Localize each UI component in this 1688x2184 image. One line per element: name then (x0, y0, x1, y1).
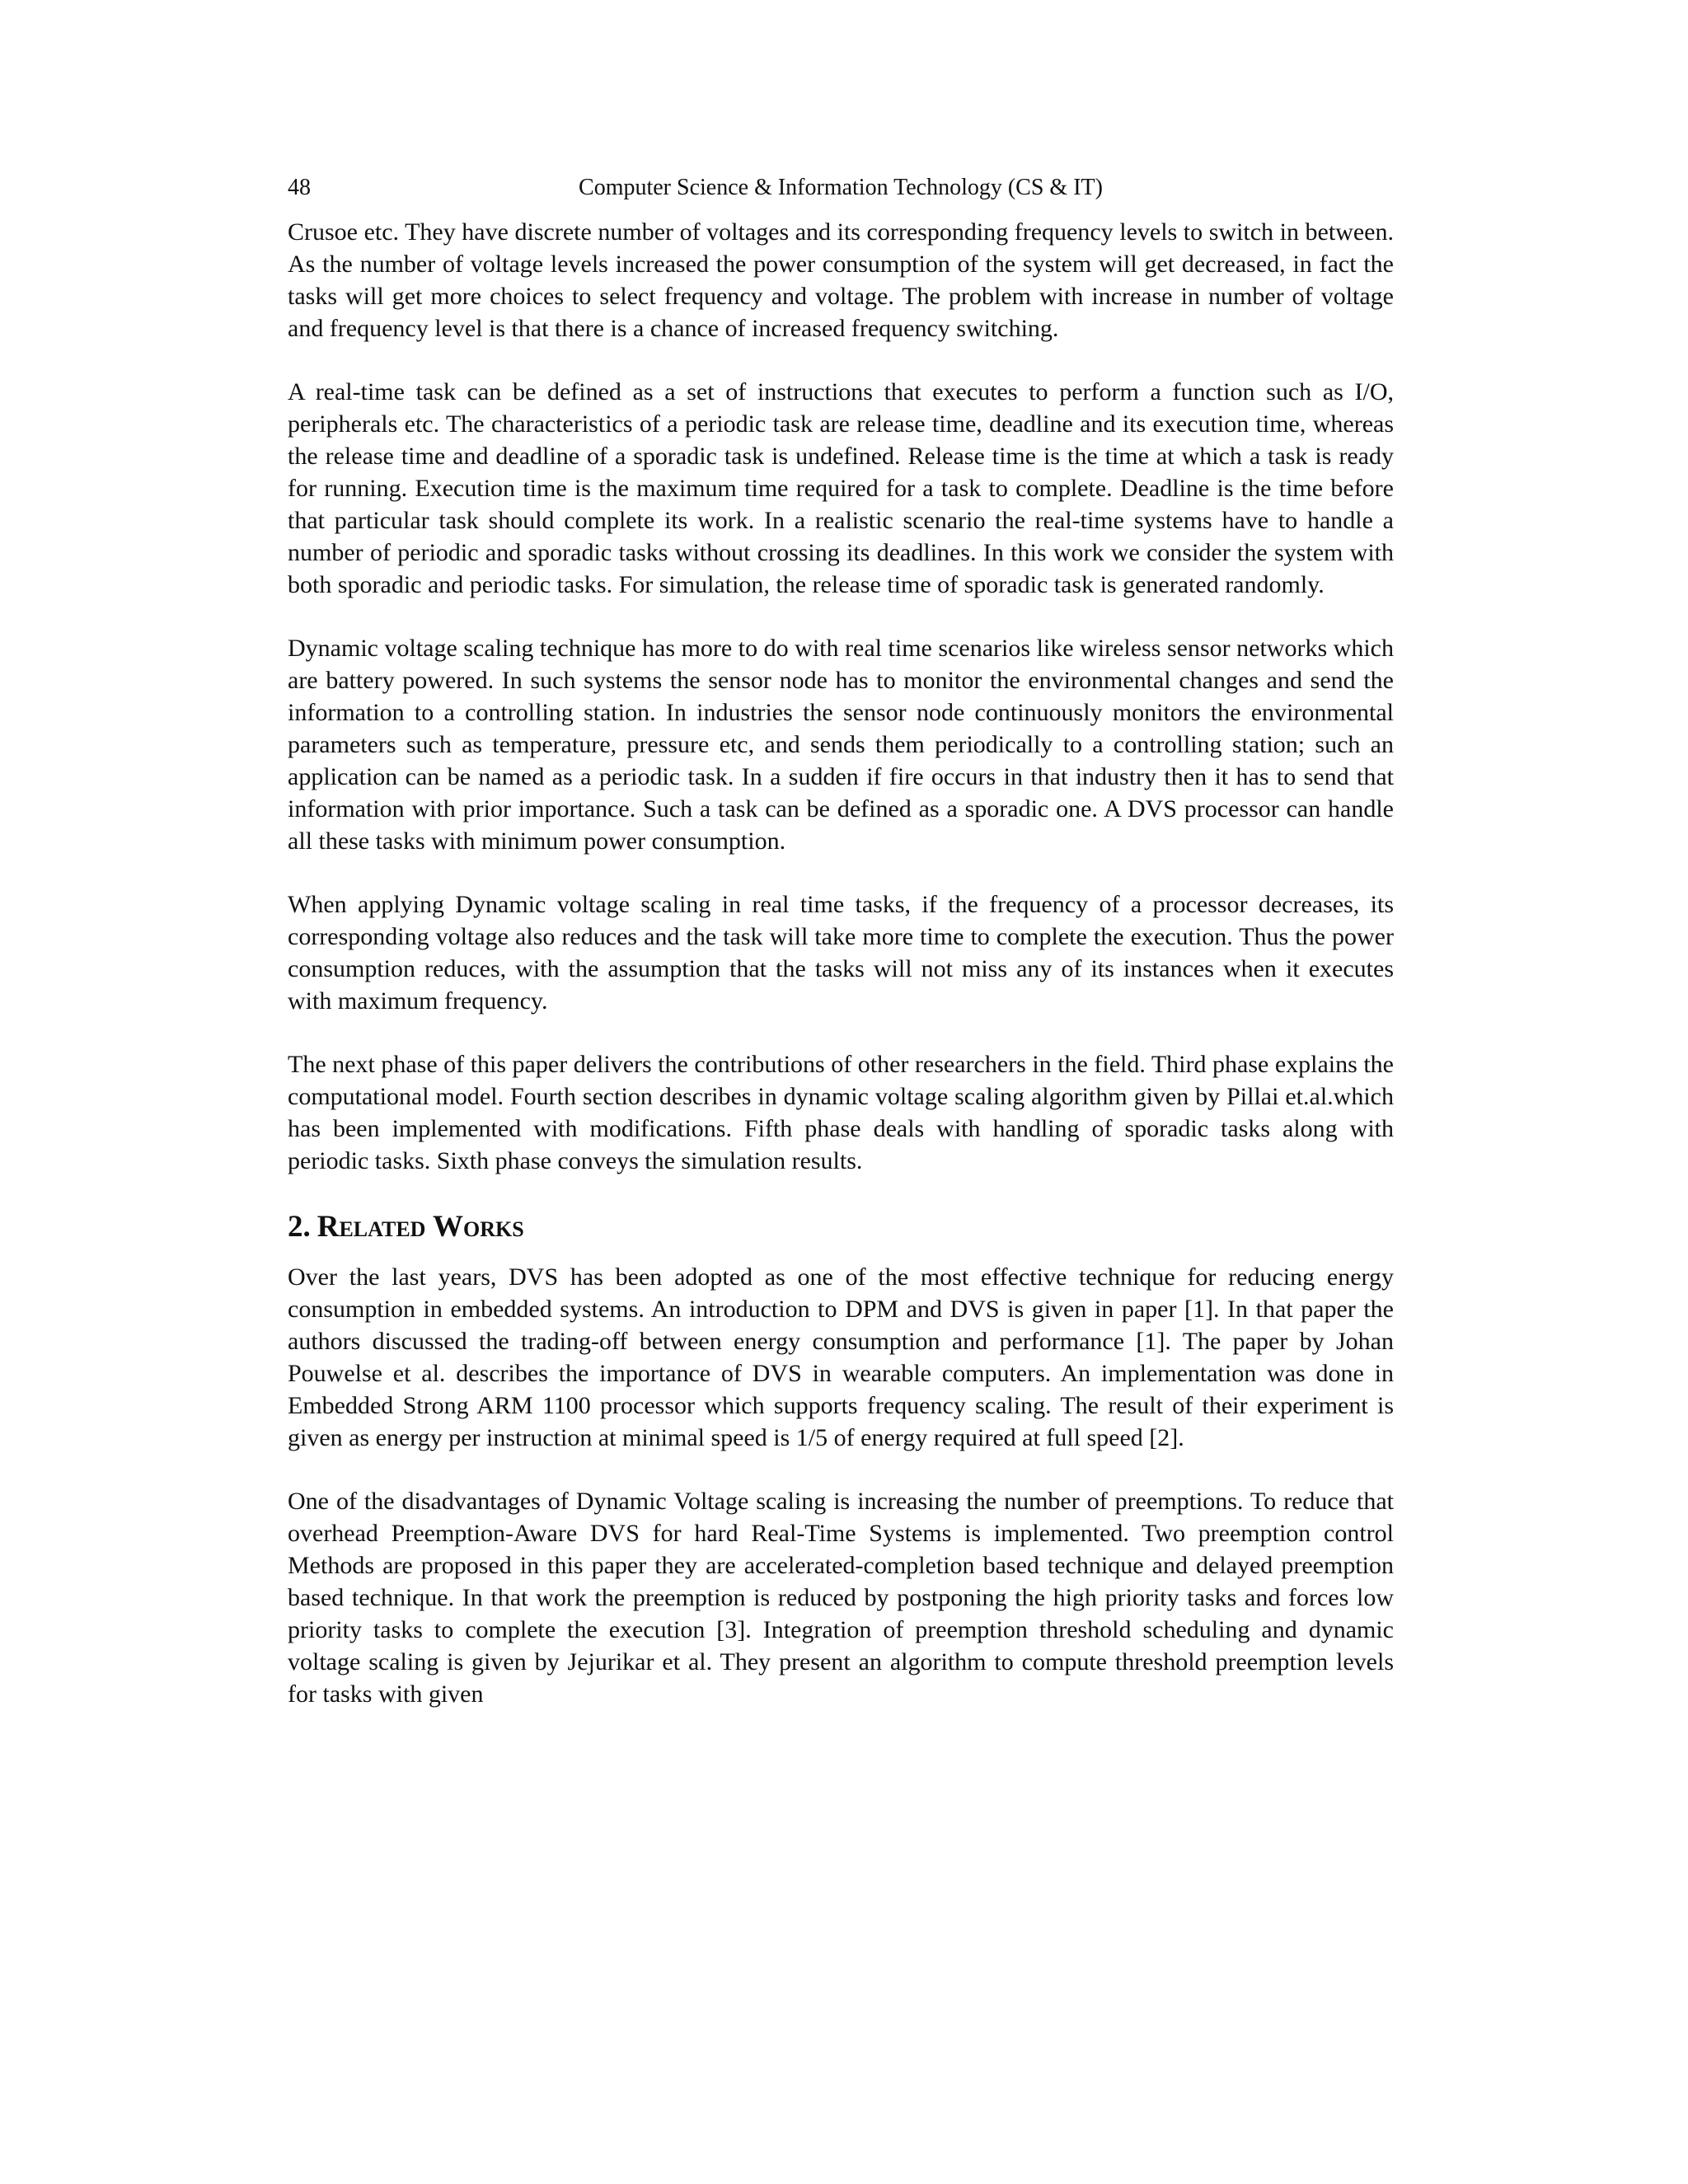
paragraph: When applying Dynamic voltage scaling in real time tasks, if the frequency of a processor decreases, its corresponding voltage also reduces and the task will take more time to complete the execution. Thus the power consumption reduces, with the assumption that the tasks will not miss any of its instances when it executes with maximum frequency. (288, 891, 1394, 1015)
paragraph: Crusoe etc. They have discrete number of voltages and its corresponding frequency levels to switch in between. As the number of voltage levels increased the power consumption of the system will get decreased, in fact the tasks will get more choices to select frequency and voltage. The problem with increase in number of voltage and frequency level is that there is a chance of increased frequency switching. (288, 218, 1394, 342)
running-header (288, 171, 1394, 204)
intro-body (288, 216, 1394, 1177)
page-number: 48 (288, 175, 311, 200)
section-heading (288, 1208, 1394, 1246)
journal-title: Computer Science & Information Technology (CS & IT) (579, 175, 1103, 200)
section-body (288, 1261, 1394, 1710)
page (288, 171, 1394, 1710)
paragraph: The next phase of this paper delivers the contributions of other researchers in the field. Third phase explains the computational model. Fourth section describes in dynamic voltage scaling algorithm given by Pillai et.al.which has been implemented with modifications. Fifth phase deals with handling of sporadic tasks along with periodic tasks. Sixth phase conveys the simulation results. (288, 1051, 1394, 1174)
paragraph: Over the last years, DVS has been adopted as one of the most effective technique for reducing energy consumption in embedded systems. An introduction to DPM and DVS is given in paper [1]. In that paper the authors discussed the trading-off between energy consumption and performance [1]. The paper by Johan Pouwelse et al. describes the importance of DVS in wearable computers. An implementation was done in Embedded Strong ARM 1100 processor which supports frequency scaling. The result of their experiment is given as energy per instruction at minimal speed is 1/5 of energy required at full speed [2]. (288, 1263, 1394, 1451)
section-title: Related Works (316, 1210, 524, 1244)
paragraph: A real-time task can be defined as a set of instructions that executes to perform a function such as I/O, peripherals etc. The characteristics of a periodic task are release time, deadline and its execution time, whereas the release time and deadline of a sporadic task is undefined. Release time is the time at which a task is ready for running. Execution time is the maximum time required for a task to complete. Deadline is the time before that particular task should complete its work. In a realistic scenario the real-time systems have to handle a number of periodic and sporadic tasks without crossing its deadlines. In this work we consider the system with both sporadic and periodic tasks. For simulation, the release time of sporadic task is generated randomly. (288, 378, 1394, 598)
paragraph: One of the disadvantages of Dynamic Voltage scaling is increasing the number of preemptions. To reduce that overhead Preemption-Aware DVS for hard Real-Time Systems is implemented. Two preemption control Methods are proposed in this paper they are accelerated-completion based technique and delayed preemption based technique. In that work the preemption is reduced by postponing the high priority tasks and forces low priority tasks to complete the execution [3]. Integration of preemption threshold scheduling and dynamic voltage scaling is given by Jejurikar et al. They present an algorithm to compute threshold preemption levels for tasks with given (288, 1488, 1394, 1708)
section-number: 2. (288, 1210, 311, 1244)
paragraph: Dynamic voltage scaling technique has more to do with real time scenarios like wireless sensor networks which are battery powered. In such systems the sensor node has to monitor the environmental changes and send the information to a controlling station. In industries the sensor node continuously monitors the environmental parameters such as temperature, pressure etc, and sends them periodically to a controlling station; such an application can be named as a periodic task. In a sudden if fire occurs in that industry then it has to send that information with prior importance. Such a task can be defined as a sporadic one. A DVS processor can handle all these tasks with minimum power consumption. (288, 635, 1394, 855)
